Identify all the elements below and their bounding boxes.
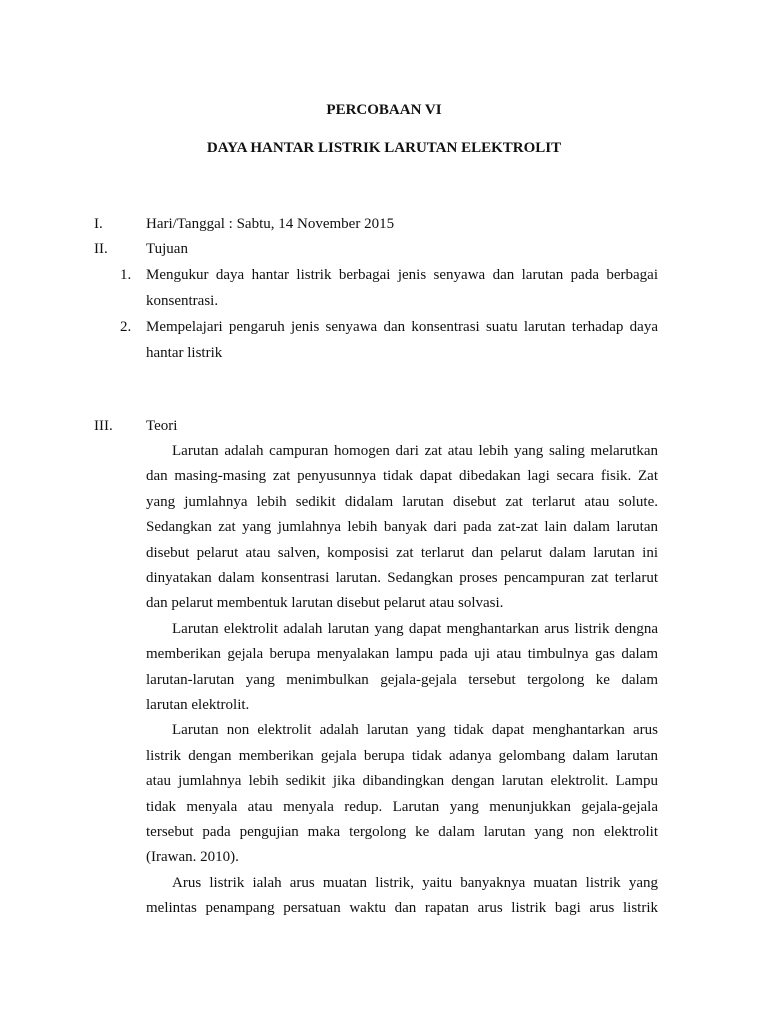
theory-paragraph-1-line: dan pelarut membentuk larutan disebut pelarut atau solvasi.	[146, 595, 504, 611]
theory-paragraph-1-line: disebut pelarut atau salven, komposisi zat terlarut dan pelarut dalam larutan ini	[146, 545, 658, 561]
theory-paragraph-2-line: larutan-larutan yang menimbulkan gejala-gejala tersebut tergolong ke dalam	[146, 672, 658, 688]
theory-paragraph-3-line: (Irawan. 2010).	[146, 849, 239, 865]
theory-paragraph-3-line: tersebut pada pengujian maka tergolong ke dalam larutan yang non elektrolit	[146, 824, 658, 840]
theory-paragraph-3-line: tidak menyala atau menyala redup. Larutan yang menunjukkan gejala-gejala	[146, 799, 658, 815]
theory-paragraph-2-line: memberikan gejala berupa menyalakan lampu pada uji atau timbulnya gas dalam	[146, 646, 658, 662]
theory-paragraph-1-line: Sedangkan zat yang jumlahnya lebih banyak dari pada zat-zat lain dalam larutan	[146, 519, 658, 535]
objective-2-line-1: Mempelajari pengaruh jenis senyawa dan konsentrasi suatu larutan terhadap daya	[146, 319, 658, 335]
theory-paragraph-1-line: dan masing-masing zat penyusunnya tidak dapat dibedakan lagi secara fisik. Zat	[146, 468, 658, 484]
section-3-number: III.	[94, 418, 113, 434]
objective-2-line-2: hantar listrik	[146, 345, 223, 361]
page-title: PERCOBAAN VI	[326, 102, 442, 118]
theory-paragraph-4-line: melintas penampang persatuan waktu dan rapatan arus listrik bagi arus listrik	[146, 900, 658, 916]
theory-paragraph-1-line: Larutan adalah campuran homogen dari zat atau lebih yang saling melarutkan	[172, 443, 658, 459]
objective-1-number: 1.	[120, 267, 132, 283]
objective-1-line-1: Mengukur daya hantar listrik berbagai jenis senyawa dan larutan pada berbagai	[146, 267, 658, 283]
section-2-label: Tujuan	[146, 241, 188, 257]
section-2-number: II.	[94, 241, 108, 257]
theory-paragraph-1-line: yang jumlahnya lebih sedikit didalam larutan disebut zat terlarut atau solute.	[146, 494, 658, 510]
section-1-number: I.	[94, 216, 103, 232]
theory-paragraph-3-line: listrik dengan memberikan gejala berupa tidak adanya gelombang dalam larutan	[146, 748, 658, 764]
page-subtitle: DAYA HANTAR LISTRIK LARUTAN ELEKTROLIT	[206, 140, 562, 156]
section-3-label: Teori	[146, 418, 178, 434]
theory-paragraph-4-line: Arus listrik ialah arus muatan listrik, yaitu banyaknya muatan listrik yang	[172, 875, 658, 891]
theory-paragraph-2-line: Larutan elektrolit adalah larutan yang dapat menghantarkan arus listrik dengna	[172, 621, 658, 637]
theory-paragraph-1-line: dinyatakan dalam konsentrasi larutan. Sedangkan proses pencampuran zat terlarut	[146, 570, 658, 586]
theory-paragraph-2-line: larutan elektrolit.	[146, 697, 250, 713]
theory-paragraph-3-line: Larutan non elektrolit adalah larutan yang tidak dapat menghantarkan arus	[172, 722, 658, 738]
objective-1-line-2: konsentrasi.	[146, 293, 219, 309]
section-1-date: Hari/Tanggal : Sabtu, 14 November 2015	[146, 216, 395, 232]
theory-paragraph-3-line: atau jumlahnya lebih sedikit jika dibandingkan dengan larutan elektrolit. Lampu	[146, 773, 658, 789]
objective-2-number: 2.	[120, 319, 132, 335]
